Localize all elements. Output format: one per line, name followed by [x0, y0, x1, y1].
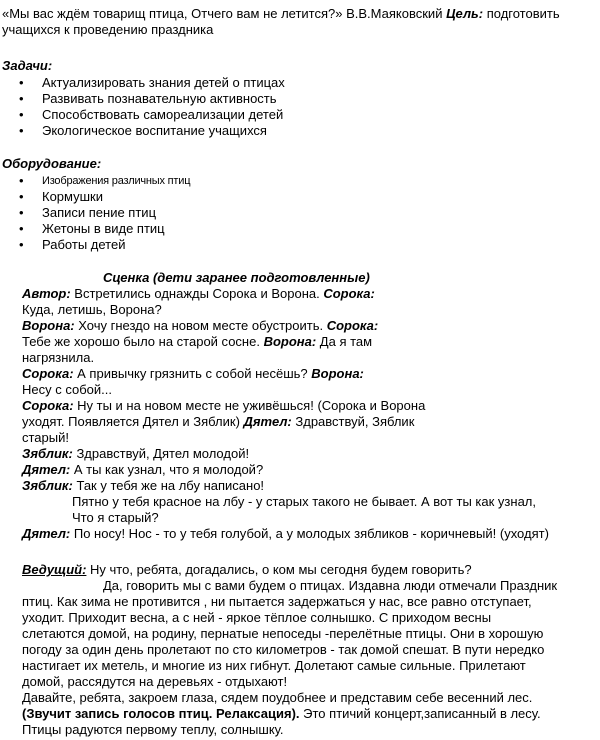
- list-item: • Способствовать самореализации детей: [19, 107, 284, 122]
- host-line: Давайте, ребята, закроем глаза, сядем поудобнее и представим себе весенний лес.: [22, 690, 533, 705]
- scene-line: Дятел: А ты как узнал, что я молодой?: [22, 462, 264, 477]
- bullet-icon: •: [19, 189, 24, 204]
- host-line-sound: (Звучит запись голосов птиц. Релаксация). Это птичий концерт,записанный в лесу.: [22, 706, 541, 721]
- scene-line: Автор: Встретились однажды Сорока и Ворона. Сорока:: [22, 286, 375, 301]
- bullet-icon: •: [19, 221, 24, 236]
- scene-line: Зяблик: Так у тебя же на лбу написано!: [22, 478, 265, 493]
- host-line: уходит. Приходит весна, а с ней - яркое тёплое солнышко. С приходом весны: [22, 610, 492, 625]
- bullet-icon: •: [19, 205, 24, 220]
- host-line: настигает их метель, и многие из них гибнут. Долетают самые сильные. Прилетают: [22, 658, 526, 673]
- scene-line: Ворона: Хочу гнездо на новом месте обустроить. Сорока:: [22, 318, 379, 333]
- bullet-icon: •: [19, 173, 24, 188]
- bullet-icon: •: [19, 237, 24, 252]
- scene-line: нагрязнила.: [22, 350, 95, 365]
- sound-note: (Звучит запись голосов птиц. Релаксация).: [22, 706, 300, 721]
- list-item: • Изображения различных птиц: [19, 173, 191, 188]
- list-item: • Актуализировать знания детей о птицах: [19, 75, 285, 90]
- intro-line-2: учащихся к проведению праздника: [2, 22, 214, 37]
- goal-text: подготовить: [483, 6, 560, 21]
- scene-line: Что я старый?: [72, 510, 159, 525]
- list-item: • Развивать познавательную активность: [19, 91, 277, 106]
- list-item: • Экологическое воспитание учащихся: [19, 123, 267, 138]
- epigraph-quote: «Мы вас ждём товарищ птица, Отчего вам не летится?» В.В.Маяковский: [2, 6, 447, 21]
- tasks-heading: Задачи:: [2, 58, 53, 73]
- host-line: погоду за один день пролетают по сто километров - так домой спешат. В пути нередко: [22, 642, 545, 657]
- host-line: птиц. Как зима не противится , ни пытается задержаться у нас, все равно отступает,: [22, 594, 532, 609]
- list-item: • Кормушки: [19, 189, 103, 204]
- scene-line: Сорока: А привычку грязнить с собой несёшь? Ворона:: [22, 366, 364, 381]
- scene-line: Дятел: По носу! Нос - то у тебя голубой, а у молодых зябликов - коричневый! (уходят): [22, 526, 549, 541]
- scene-heading: Сценка (дети заранее подготовленные): [103, 270, 370, 285]
- host-line: слетаются домой, на родину, пернатые непоседы -перелётные птицы. Они в хорошую: [22, 626, 544, 641]
- goal-label: Цель:: [446, 6, 484, 21]
- bullet-icon: •: [19, 75, 24, 90]
- list-item: • Работы детей: [19, 237, 126, 252]
- list-item: • Жетоны в виде птиц: [19, 221, 165, 236]
- intro-line-1: [2, 6, 560, 22]
- scene-line: уходят. Появляется Дятел и Зяблик) Дятел: Здравствуй, Зяблик: [22, 414, 415, 429]
- scene-line: Сорока: Ну ты и на новом месте не уживёшься! (Сорока и Ворона: [22, 398, 426, 413]
- scene-line: старый!: [22, 430, 69, 445]
- scene-line: Зяблик: Здравствуй, Дятел молодой!: [22, 446, 250, 461]
- host-line-first: Ведущий: Ну что, ребята, догадались, о ком мы сегодня будем говорить?: [22, 562, 472, 577]
- bullet-icon: •: [19, 107, 24, 122]
- host-line: Да, говорить мы с вами будем о птицах. Издавна люди отмечали Праздник: [103, 578, 558, 593]
- scene-line: Пятно у тебя красное на лбу - у старых такого не бывает. А вот ты как узнал,: [72, 494, 536, 509]
- host-label: Ведущий:: [22, 562, 87, 577]
- bullet-icon: •: [19, 91, 24, 106]
- list-item: • Записи пение птиц: [19, 205, 157, 220]
- scene-line: Тебе же хорошо было на старой сосне. Ворона: Да я там: [22, 334, 373, 349]
- host-line: домой, рассядутся на деревьях - отдыхают!: [22, 674, 288, 689]
- bullet-icon: •: [19, 123, 24, 138]
- equipment-heading: Оборудование:: [2, 156, 102, 171]
- scene-line: Куда, летишь, Ворона?: [22, 302, 162, 317]
- scene-line: Несу с собой...: [22, 382, 112, 397]
- host-line-last: Птицы радуются первому теплу, солнышку.: [22, 722, 284, 737]
